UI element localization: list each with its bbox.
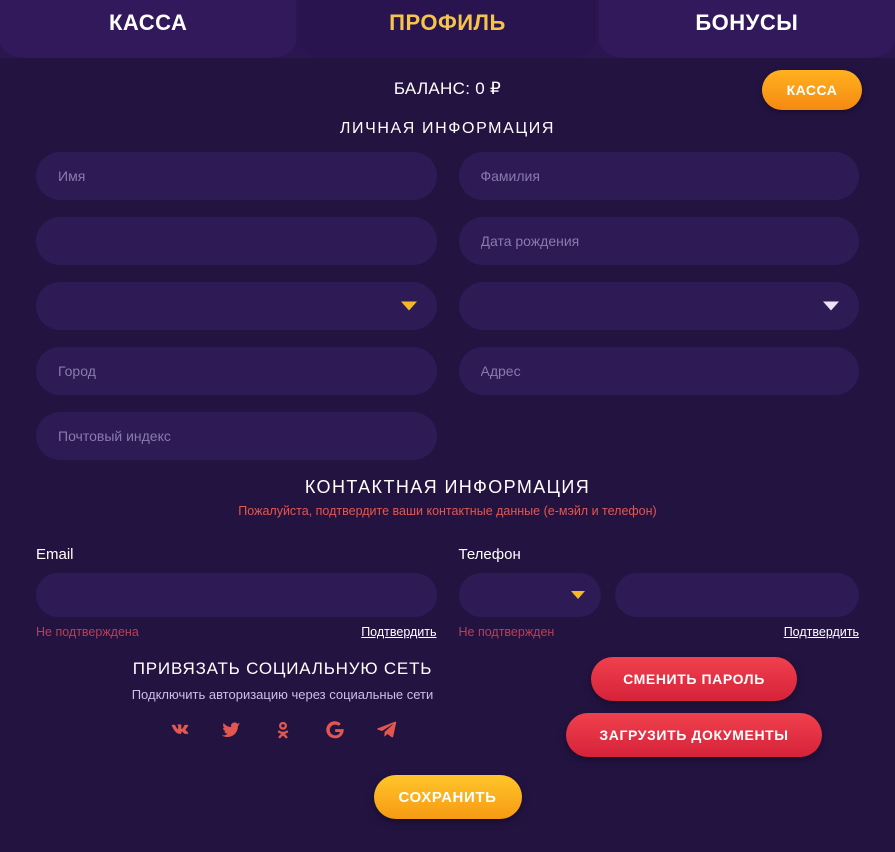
postal-spacer — [459, 412, 860, 460]
email-input[interactable] — [36, 573, 437, 617]
phone-confirm-link[interactable]: Подтвердить — [783, 625, 859, 639]
personal-info-form — [0, 152, 895, 460]
balance-row — [0, 58, 895, 120]
save-button[interactable]: СОХРАНИТЬ — [374, 775, 522, 819]
bottom-area — [0, 639, 895, 757]
contact-form — [0, 534, 895, 639]
phone-status: Не подтвержден — [458, 625, 555, 639]
postal-field — [36, 412, 437, 460]
city-field — [36, 347, 437, 395]
social-subtitle: Подключить авторизацию через социальные сети — [131, 687, 434, 702]
middle-name-input[interactable] — [36, 217, 437, 265]
city-input[interactable] — [36, 347, 437, 395]
email-label: Email — [36, 546, 74, 563]
social-section — [36, 653, 529, 757]
contact-row — [36, 546, 859, 639]
balance-label: БАЛАНС: 0 ₽ — [393, 79, 502, 98]
phone-country-code-select[interactable] — [459, 573, 601, 617]
vk-icon[interactable] — [167, 718, 191, 742]
social-title: ПРИВЯЗАТЬ СОЦИАЛЬНУЮ СЕТЬ — [132, 659, 433, 678]
telegram-icon[interactable] — [375, 718, 399, 742]
account-actions — [529, 653, 859, 757]
last-name-field — [459, 152, 860, 200]
phone-group — [459, 573, 860, 617]
upload-documents-button[interactable]: ЗАГРУЗИТЬ ДОКУМЕНТЫ — [566, 713, 822, 757]
address-field — [459, 347, 860, 395]
chevron-down-icon — [571, 591, 585, 599]
phone-column — [459, 546, 860, 639]
contact-info-title: КОНТАКТНАЯ ИНФОРМАЦИЯ — [304, 477, 591, 497]
tab-profile-label: ПРОФИЛЬ — [389, 10, 506, 35]
email-status-row — [36, 625, 437, 639]
address-input[interactable] — [459, 347, 860, 395]
first-name-input[interactable] — [36, 152, 437, 200]
change-password-button[interactable]: СМЕНИТЬ ПАРОЛЬ — [591, 657, 797, 701]
phone-number-input[interactable] — [615, 573, 860, 617]
chevron-down-icon — [823, 302, 839, 311]
email-column — [36, 546, 437, 639]
postal-row — [36, 412, 859, 460]
top-tabs — [0, 0, 895, 58]
middlename-birth-row — [36, 217, 859, 265]
last-name-input[interactable] — [459, 152, 860, 200]
first-name-field — [36, 152, 437, 200]
social-icons — [36, 718, 529, 742]
gender-select[interactable] — [459, 282, 860, 330]
tab-cashier-label: КАССА — [108, 10, 188, 35]
odnoklassniki-icon[interactable] — [271, 718, 295, 742]
tab-bonuses-label: БОНУСЫ — [695, 10, 799, 35]
chevron-down-icon — [401, 302, 417, 311]
tab-cashier[interactable] — [0, 0, 296, 58]
email-status: Не подтверждена — [36, 625, 139, 639]
birth-date-input[interactable] — [459, 217, 860, 265]
country-select[interactable] — [36, 282, 437, 330]
phone-label: Телефон — [458, 546, 521, 563]
postal-code-input[interactable] — [36, 412, 437, 460]
city-address-row — [36, 347, 859, 395]
phone-status-row — [459, 625, 860, 639]
tab-bonuses[interactable] — [599, 0, 895, 58]
twitter-icon[interactable] — [219, 718, 243, 742]
google-icon[interactable] — [323, 718, 347, 742]
gender-field — [459, 282, 860, 330]
cashier-button[interactable]: КАССА — [762, 70, 862, 110]
name-row — [36, 152, 859, 200]
personal-info-title: ЛИЧНАЯ ИНФОРМАЦИЯ — [339, 120, 556, 137]
save-row — [0, 775, 895, 819]
country-field — [36, 282, 437, 330]
middle-name-field — [36, 217, 437, 265]
tab-profile[interactable] — [299, 0, 595, 58]
country-gender-row — [36, 282, 859, 330]
email-confirm-link[interactable]: Подтвердить — [361, 625, 437, 639]
contact-info-subtitle: Пожалуйста, подтвердите ваши контактные данные (e-мэйл и телефон) — [238, 504, 657, 518]
birth-date-field — [459, 217, 860, 265]
